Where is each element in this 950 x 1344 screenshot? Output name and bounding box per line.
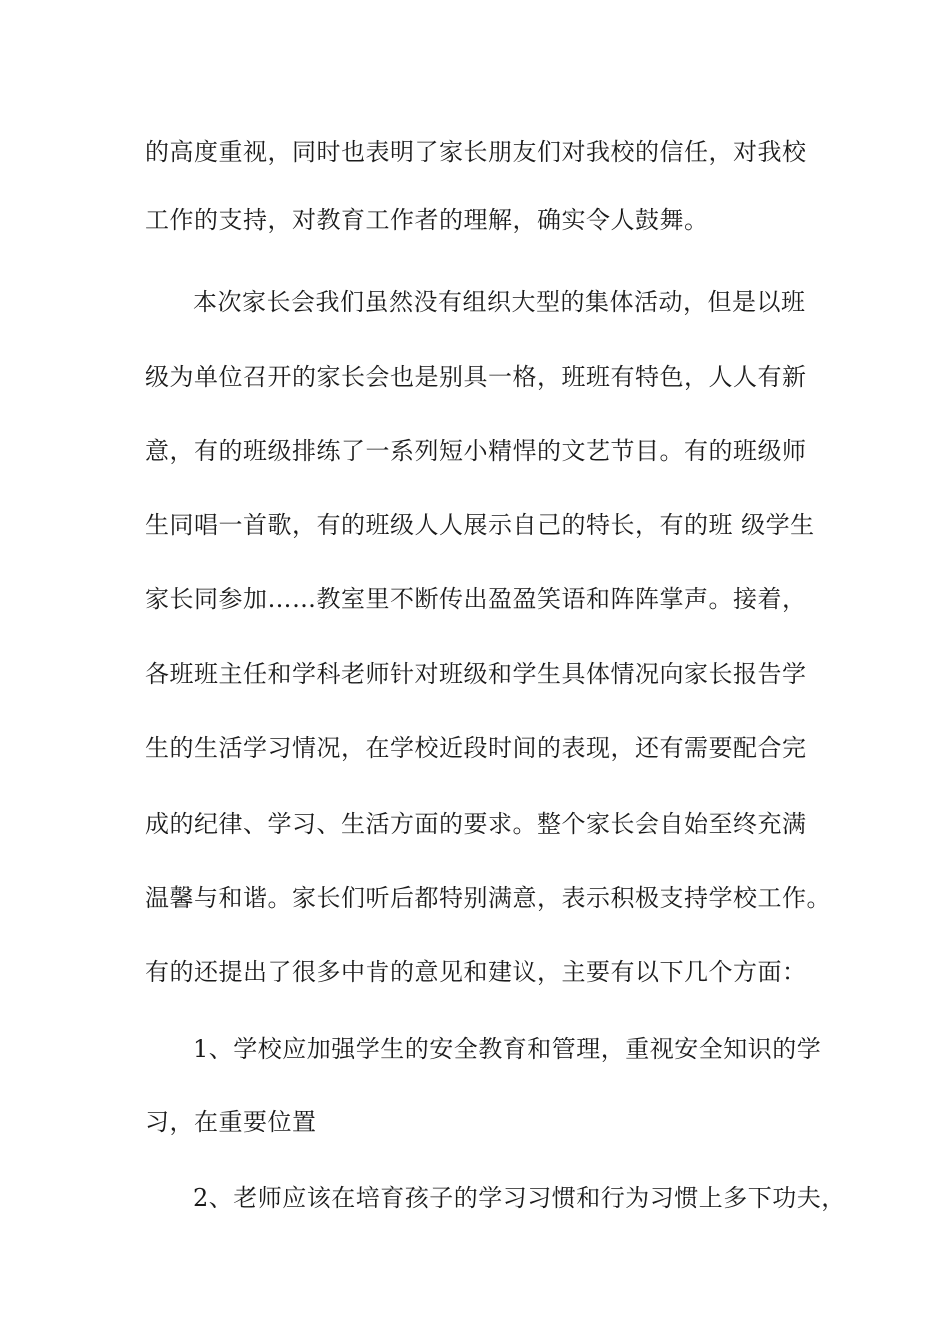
text-line: 成的纪律、学习、生活方面的要求。整个家长会自始至终充满 [145, 810, 807, 838]
text-line: 家长同参加……教室里不断传出盈盈笑语和阵阵掌声。接着， [145, 585, 807, 613]
text-line: 级为单位召开的家长会也是别具一格，班班有特色，人人有新 [145, 363, 807, 391]
text-line: 各班班主任和学科老师针对班级和学生具体情况向家长报告学 [145, 660, 807, 688]
list-item-1-line: 1、学校应加强学生的安全教育和管理，重视安全知识的学 [193, 1035, 822, 1063]
list-item-1-continuation: 习，在重要位置 [145, 1108, 317, 1136]
text-line: 意，有的班级排练了一系列短小精悍的文艺节目。有的班级师 [145, 437, 807, 465]
paragraph-start-line: 本次家长会我们虽然没有组织大型的集体活动，但是以班 [193, 288, 806, 316]
text-line: 温馨与和谐。家长们听后都特别满意，表示积极支持学校工作。 [145, 884, 831, 912]
text-line: 生同唱一首歌，有的班级人人展示自己的特长，有的班 级学生 [145, 511, 815, 539]
text-line: 有的还提出了很多中肯的意见和建议，主要有以下几个方面： [145, 958, 807, 986]
text-line: 生的生活学习情况，在学校近段时间的表现，还有需要配合完 [145, 734, 807, 762]
text-line: 工作的支持，对教育工作者的理解，确实令人鼓舞。 [145, 206, 709, 234]
list-item-2-line: 2、老师应该在培育孩子的学习习惯和行为习惯上多下功夫， [193, 1184, 846, 1212]
text-line: 的高度重视，同时也表明了家长朋友们对我校的信任，对我校 [145, 138, 807, 166]
